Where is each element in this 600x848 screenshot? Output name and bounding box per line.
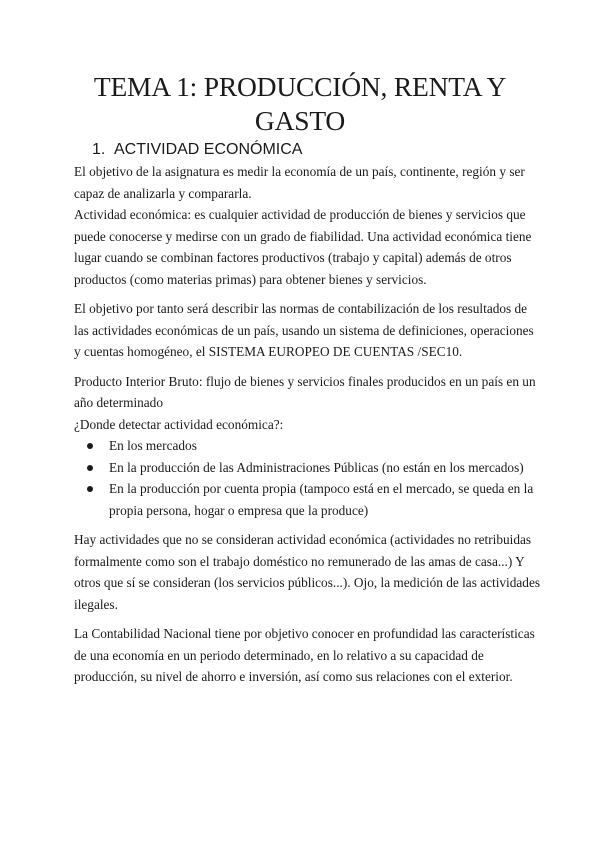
list-item	[74, 435, 542, 457]
paragraph-economic-activity: Actividad económica: es cualquier actividad de producción de bienes y servicios que puede conocerse y medirse con un grado de fiabilidad. Una actividad económica tiene lugar cuando se combinan factores productivos (trabajo y capital) además de otros productos (como materias primas) para obtener bienes y servicios.	[74, 207, 532, 287]
document-body	[74, 161, 542, 688]
list-item	[74, 457, 542, 479]
paragraph-national-accounting: La Contabilidad Nacional tiene por objetivo conocer en profundidad las características de una economía en un periodo determinado, en lo relativo a su capacidad de producción, su nivel de ahorro e inversión, así como sus relaciones con el exterior.	[74, 626, 535, 684]
paragraph-accounting-rules: El objetivo por tanto será describir las normas de contabilización de los resultados de las actividades económicas de un país, usando un sistema de definiciones, operaciones y cuentas homogéneo, el SISTEMA EUROPEO DE CUENTAS /SEC10.	[74, 301, 534, 359]
list-item-text: En la producción de las Administraciones Públicas (no están en los mercados)	[109, 459, 524, 475]
section-number: 1.	[92, 141, 106, 158]
bullet-icon	[87, 486, 93, 492]
bullet-list	[74, 435, 542, 521]
document-title: TEMA 1: PRODUCCIÓN, RENTA Y GASTO	[93, 71, 507, 136]
paragraph-gdp: Producto Interior Bruto: flujo de bienes y servicios finales producidos en un país en un año determinado	[74, 373, 536, 410]
list-item-text: En la producción por cuenta propia (tampoco está en el mercado, se queda en la propia persona, hogar o empresa que la produce)	[109, 481, 534, 518]
list-item-text: En los mercados	[109, 438, 197, 453]
paragraph-non-economic-activities: Hay actividades que no se consideran actividad económica (actividades no retribuidas formalmente como son el trabajo doméstico no remunerado de las amas de casa...) Y otros que sí se consideran (los servicios públicos...). Ojo, la medición de las actividades ilegales.	[74, 532, 541, 612]
list-item	[74, 478, 542, 521]
section-heading-text: ACTIVIDAD ECONÓMICA	[114, 141, 303, 158]
section-heading	[92, 140, 302, 160]
bullet-icon	[87, 465, 93, 471]
paragraph-where-detect: ¿Donde detectar actividad económica?:	[74, 416, 284, 432]
paragraph-objective: El objetivo de la asignatura es medir la economía de un país, continente, región y ser capaz de analizarla y compararla.	[74, 164, 525, 201]
bullet-icon	[87, 443, 93, 449]
